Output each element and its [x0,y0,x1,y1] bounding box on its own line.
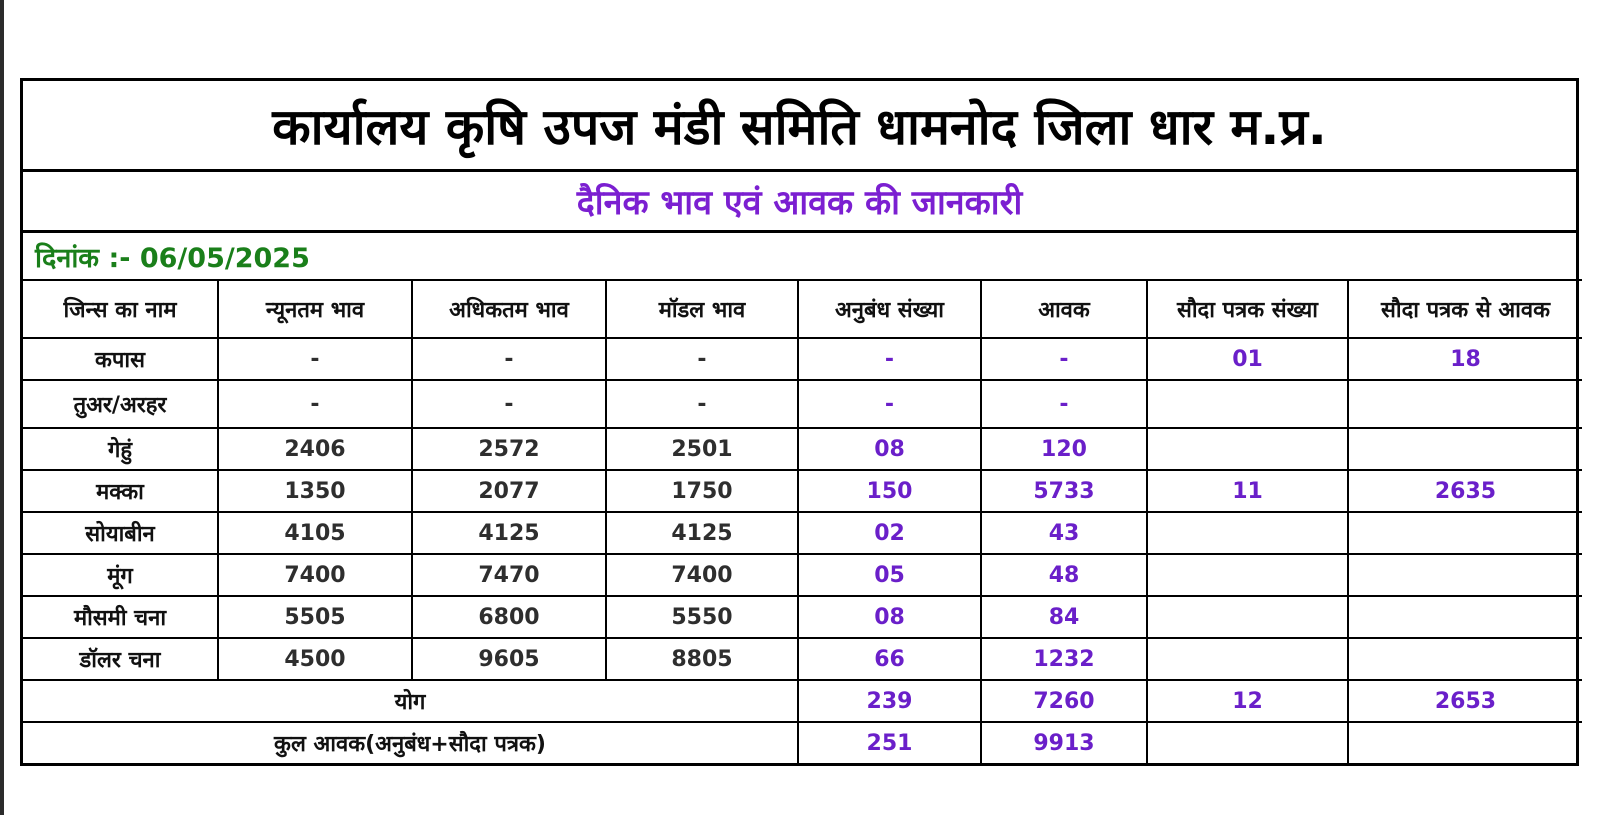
modal-price: 7400 [606,554,798,596]
modal-price: 5550 [606,596,798,638]
modal-price: 1750 [606,470,798,512]
total-deal-arrival: 2653 [1348,680,1582,722]
max-price: 9605 [412,638,606,680]
contract-count: - [798,338,981,380]
min-price: - [218,338,412,380]
modal-price: 8805 [606,638,798,680]
rate-sheet [20,78,1579,766]
min-price: - [218,380,412,428]
col-header-contract-count: अनुबंध संख्या [798,280,981,338]
col-header-modal-price: मॉडल भाव [606,280,798,338]
max-price: 6800 [412,596,606,638]
min-price: 1350 [218,470,412,512]
table-row [23,338,1582,380]
col-header-max-price: अधिकतम भाव [412,280,606,338]
commodity-name: सोयाबीन [23,512,218,554]
table-row [23,470,1582,512]
deal-arrival: 18 [1348,338,1582,380]
max-price: 2077 [412,470,606,512]
deal-count [1147,596,1348,638]
table-row [23,596,1582,638]
deal-arrival [1348,596,1582,638]
contract-count: - [798,380,981,428]
commodity-name: तुअर/अरहर [23,380,218,428]
table-row [23,512,1582,554]
max-price: - [412,338,606,380]
table-row [23,638,1582,680]
max-price: 7470 [412,554,606,596]
min-price: 4500 [218,638,412,680]
max-price: 4125 [412,512,606,554]
arrival: 5733 [981,470,1147,512]
deal-arrival [1348,512,1582,554]
arrival: 1232 [981,638,1147,680]
commodity-name: मौसमी चना [23,596,218,638]
deal-arrival [1348,638,1582,680]
deal-arrival [1348,554,1582,596]
commodity-name: मक्का [23,470,218,512]
commodity-name: गेहुं [23,428,218,470]
deal-count [1147,554,1348,596]
table-row [23,428,1582,470]
deal-count [1147,428,1348,470]
col-header-min-price: न्यूनतम भाव [218,280,412,338]
contract-count: 08 [798,428,981,470]
col-header-deal-arrival: सौदा पत्रक से आवक [1348,280,1582,338]
modal-price: 2501 [606,428,798,470]
page-title: कार्यालय कृषि उपज मंडी समिति धामनोद जिला धार म.प्र. [23,81,1576,172]
modal-price: 4125 [606,512,798,554]
grand-total-row [23,722,1582,763]
contract-count: 05 [798,554,981,596]
col-header-deal-count: सौदा पत्रक संख्या [1147,280,1348,338]
rates-table [23,279,1582,763]
total-contract-count: 239 [798,680,981,722]
deal-count [1147,638,1348,680]
commodity-name: मूंग [23,554,218,596]
deal-count: 01 [1147,338,1348,380]
max-price: - [412,380,606,428]
arrival: - [981,338,1147,380]
min-price: 5505 [218,596,412,638]
commodity-name: डॉलर चना [23,638,218,680]
arrival: 48 [981,554,1147,596]
grand-total-empty-cell [1348,722,1582,763]
left-edge-rule [0,0,4,815]
grand-total-contract-count: 251 [798,722,981,763]
modal-price: - [606,380,798,428]
col-header-commodity: जिन्स का नाम [23,280,218,338]
max-price: 2572 [412,428,606,470]
total-deal-count: 12 [1147,680,1348,722]
deal-arrival [1348,428,1582,470]
col-header-arrival: आवक [981,280,1147,338]
grand-total-label: कुल आवक(अनुबंध+सौदा पत्रक) [23,722,798,763]
date-label: दिनांक :- 06/05/2025 [35,242,310,274]
arrival: 43 [981,512,1147,554]
arrival: 84 [981,596,1147,638]
deal-count: 11 [1147,470,1348,512]
contract-count: 08 [798,596,981,638]
contract-count: 66 [798,638,981,680]
deal-count [1147,380,1348,428]
min-price: 7400 [218,554,412,596]
arrival: - [981,380,1147,428]
table-row [23,380,1582,428]
total-arrival: 7260 [981,680,1147,722]
total-row [23,680,1582,722]
page-subtitle: दैनिक भाव एवं आवक की जानकारी [23,172,1576,233]
contract-count: 02 [798,512,981,554]
table-row [23,554,1582,596]
min-price: 4105 [218,512,412,554]
grand-total-arrival: 9913 [981,722,1147,763]
min-price: 2406 [218,428,412,470]
total-label: योग [23,680,798,722]
deal-arrival: 2635 [1348,470,1582,512]
commodity-name: कपास [23,338,218,380]
contract-count: 150 [798,470,981,512]
modal-price: - [606,338,798,380]
deal-count [1147,512,1348,554]
grand-total-empty-cell [1147,722,1348,763]
arrival: 120 [981,428,1147,470]
table-header-row [23,280,1582,338]
deal-arrival [1348,380,1582,428]
